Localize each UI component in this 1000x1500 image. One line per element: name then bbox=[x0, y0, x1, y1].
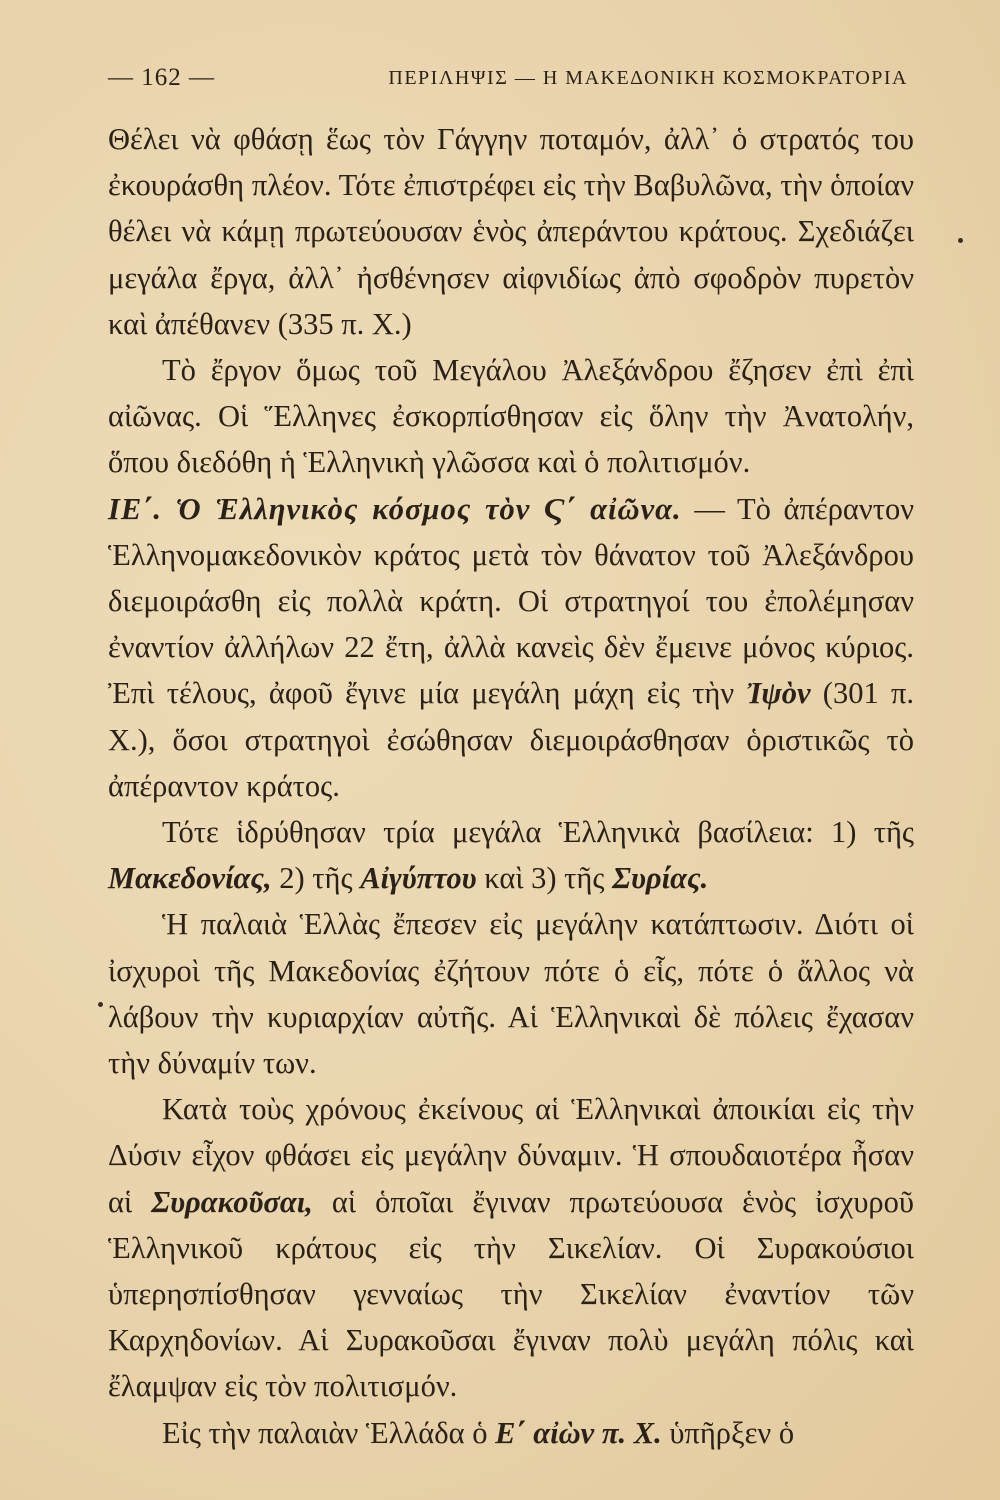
page-number: — 162 — bbox=[108, 64, 215, 91]
paragraph-5: Ἡ παλαιὰ Ἑλλὰς ἔπεσεν εἰς μεγάλην κατάπτωσιν. Διότι οἱ ἰσχυροὶ τῆς Μακεδονίας ἐζήτουν πότε ὁ εἷς, πότε ὁ ἄλλος νὰ λάβουν τὴν κυριαρχίαν αὐτῆς. Αἱ Ἑλληνικαὶ δὲ πόλεις ἔχασαν τὴν δύναμίν των. bbox=[108, 907, 914, 1081]
paragraph-4-mid1: 2) τῆς bbox=[279, 861, 353, 896]
emphasis-makedonias: Μακεδονίας, bbox=[108, 861, 272, 896]
paragraph-4-start: Τότε ἱδρύθησαν τρία μεγάλα Ἑλληνικὰ βασίλεια: 1) τῆς bbox=[162, 815, 914, 850]
running-title: ΠΕΡΙΛΗΨΙΣ — Η ΜΑΚΕΔΟΝΙΚΗ ΚΟΣΜΟΚΡΑΤΟΡΙΑ bbox=[388, 66, 908, 89]
print-speck bbox=[958, 238, 963, 243]
paragraph-7-end: ὑπῆρξεν ὁ bbox=[669, 1415, 795, 1450]
paragraph-2: Τὸ ἔργον ὅμως τοῦ Μεγάλου Ἀλεξάνδρου ἔζησεν ἐπὶ ἐπὶ αἰῶνας. Οἱ Ἕλληνες ἐσκορπίσθησαν εἰς ὅλην τὴν Ἀνατολήν, ὅπου διεδόθη ἡ Ἑλληνικὴ γλῶσσα καὶ ὁ πολιτισμόν. bbox=[108, 353, 914, 480]
paragraph-6 bbox=[108, 1086, 914, 1409]
paragraph-7-start: Εἰς τὴν παλαιὰν Ἑλλάδα ὁ bbox=[162, 1415, 488, 1450]
print-speck bbox=[98, 1002, 103, 1007]
paragraph-4-mid2: καὶ 3) τῆς bbox=[484, 861, 605, 896]
paragraph-1: Θέλει νὰ φθάσῃ ἕως τὸν Γάγγην ποταμόν, ἀλλ᾿ ὁ στρατός του ἐκουράσθη πλέον. Τότε ἐπιστρέφει εἰς τὴν Βαβυλῶνα, τὴν ὁποίαν θέλει νὰ κάμῃ πρωτεύουσαν ἑνὸς ἀπεράντου κράτους. Σχεδιάζει μεγάλα ἔργα, ἀλλ᾿ ἠσθένησεν αἰφνιδίως ἀπὸ σφοδρὸν πυρετὸν καὶ ἀπέθανεν (335 π. Χ.) bbox=[108, 122, 914, 341]
paragraph-7 bbox=[108, 1410, 914, 1456]
paragraph-3-end: (301 π. Χ.), ὅσοι στρατηγοὶ ἐσώθησαν διεμοιράσθησαν ὁριστικῶς τὸ ἀπέραντον κράτος. bbox=[108, 676, 915, 803]
paragraph-6-start: Κατὰ τοὺς χρόνους ἐκείνους αἱ Ἑλληνικαὶ ἀποικίαι εἰς τὴν Δύσιν εἶχον φθάσει εἰς μεγάλην δύναμιν. Ἡ σπουδαιοτέρα ἦσαν αἱ bbox=[108, 1092, 914, 1219]
body-text bbox=[108, 116, 914, 1456]
emphasis-syrakousai: Συρακοῦσαι, bbox=[151, 1184, 313, 1219]
emphasis-syrias: Συρίας. bbox=[612, 861, 709, 896]
emphasis-ipsos: Ἰψὸν bbox=[746, 676, 811, 711]
page-header bbox=[108, 58, 908, 98]
paragraph-3 bbox=[108, 486, 914, 809]
paragraph-6-end: αἱ ὁποῖαι ἔγιναν πρωτεύουσα ἑνὸς ἰσχυροῦ Ἑλληνικοῦ κράτους εἰς τὴν Σικελίαν. Οἱ Συρακούσιοι ὑπερησπίσθησαν γενναίως τὴν Σικελίαν ἐναντίον τῶν Καρχηδονίων. Αἱ Συρακοῦσαι ἔγιναν πολὺ μεγάλη πόλις καὶ ἔλαμψαν εἰς τὸν πολιτισμόν. bbox=[108, 1184, 915, 1404]
emphasis-era: Ε΄ αἰὼν π. Χ. bbox=[495, 1415, 662, 1450]
emphasis-aigyptou: Αἰγύπτου bbox=[360, 861, 477, 896]
section-heading: ΙΕ΄. Ὁ Ἑλληνικὸς κόσμος τὸν Ϛ΄ αἰῶνα. bbox=[108, 491, 682, 526]
paragraph-4 bbox=[108, 809, 914, 901]
paragraph-3-body: — Τὸ ἀπέραντον Ἑλληνομακεδονικὸν κράτος μετὰ τὸν θάνατον τοῦ Ἀλεξάνδρου διεμοιράσθη εἰς πολλὰ κράτη. Οἱ στρατηγοί του ἐπολέμησαν ἐναντίον ἀλλήλων 22 ἔτη, ἀλλὰ κανεὶς δὲν ἔμεινε μόνος κύριος. Ἐπὶ τέλους, ἀφοῦ ἔγινε μία μεγάλη μάχη εἰς τὴν bbox=[108, 491, 914, 711]
